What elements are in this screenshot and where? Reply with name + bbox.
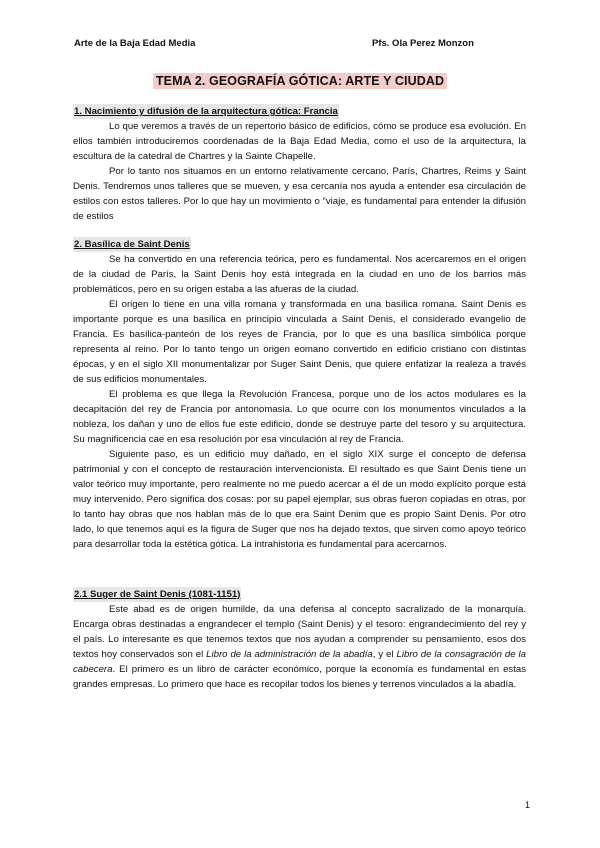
section-2-1 [73,587,526,692]
book-title-administracion: Libro de la administración de la abadía [206,649,373,660]
title-wrapper [0,72,600,90]
section-2-1-heading: 2.1 Suger de Saint Denis (1081-1151) [74,589,241,600]
header-course-title: Arte de la Baja Edad Media [74,38,196,49]
section-1-heading: 1. Nacimiento y difusión de la arquitectura gótica: Francia [74,106,338,117]
paragraph-text-end: . El primero es un libro de carácter económico, porque la economía es fundamental en estas grandes empresas. Lo primero que hace es recopilar todos los bienes y terrenos vinculados a la abadía. [73,664,526,690]
section-1-paragraph-1: Lo que veremos a través de un repertorio básico de edificios, cómo se produce esa evolución. En ellos también introduciremos coordenadas de la Baja Edad Media, como el uso de la arquitectura, la escultura de la catedral de Chartres y la Sainte Chapelle. [73,121,526,162]
section-1 [73,104,526,224]
page-number: 1 [524,800,530,810]
section-1-paragraph-2: Por lo tanto nos situamos en un entorno relativamente cercano, París, Chartres, Reims y Saint Denis. Tendremos unos talleres que se mueven, y esa cercanía nos ayuda a entender esa circulación de estilos con estos talleres. Por lo que hay un movimiento o “viaje, es fundamental para entender la difusión de estilos [73,166,526,222]
section-2-paragraph-1: Se ha convertido en una referencia teórica, pero es fundamental. Nos acercaremos en el origen de la ciudad de París, la Saint Denis hoy está integrada en la ciudad en uno de los barrios más problemáticos, pero en su origen estaba a las afueras de la ciudad. [73,254,526,295]
section-2-paragraph-4: Siguiente paso, es un edificio muy dañado, en el siglo XIX surge el concepto de defensa patrimonial y con el concepto de restauración intervencionista. El resultado es que Saint Denis tiene un valor teórico muy importante, pero realmente no me puedo acercar a él de un modo explícito porque está muy intervenido. Pero significa dos cosas: por su papel ejemplar, sus obras fueron copiadas en otras, por lo tanto hay obras que nos hablan más de lo que era Saint Denim que es propio Saint Denis. Por otro lado, lo que tenemos aquí es la figura de Suger que nos ha dejado textos, que sirven como apoyo teórico para desarrollar toda la estética gótica. La intrahistoria es fundamental para acercarnos. [73,449,526,550]
section-2-1-paragraph-1 [73,602,526,692]
paragraph-text-mid: , y el [372,649,397,660]
header-professor: Pfs. Ola Perez Monzon [372,38,474,49]
paragraph-text-start: Este abad es de origen humilde, da una defensa al concepto sacralizado de la monarquía. Encarga obras destinadas a engrandecer el templo (Saint Denis) y el tesoro: engrandecimiento del rey y el país. Lo interesante es que tenemos textos que nos ayudan a comprender su pensamiento, esos dos textos hoy conservados son el [73,604,526,660]
section-2-paragraph-3: El problema es que llega la Revolución Francesa, porque uno de los actos modulares es la decapitación del rey de Francia por antonomasia. Lo que ocurre con los monumentos vinculados a la nobleza, los dañan y uno de ellos fue este edificio, donde se destruye parte del tesoro y su arquitectura. Su magnificencia cae en esa resolución por esa vinculación al rey de Francia. [73,389,526,445]
section-2 [73,237,526,552]
section-2-paragraph-2: El origen lo tiene en una villa romana y transformada en una basílica romana. Saint Denis es importante porque es una basílica en principio vinculada a Saint Denis, el considerado evangelio de Francia. Es basílica-panteón de los reyes de Francia, por lo que es una basílica simbólica porque representa al reino. Por lo tanto tengo un origen eomano convertido en edificio cristiano con distintas épocas, y en el siglo XII monumentalizar por Suger Saint Denis, que quiere enfatizar la realeza a través de sus edificios monumentales. [73,299,526,385]
document-title: TEMA 2. GEOGRAFÍA GÓTICA: ARTE Y CIUDAD [153,73,447,89]
page-header [74,38,530,52]
section-2-heading: 2. Basílica de Saint Denis [74,239,190,250]
book-title-consagracion: Libro de la consagración de la cabecera [73,649,526,675]
